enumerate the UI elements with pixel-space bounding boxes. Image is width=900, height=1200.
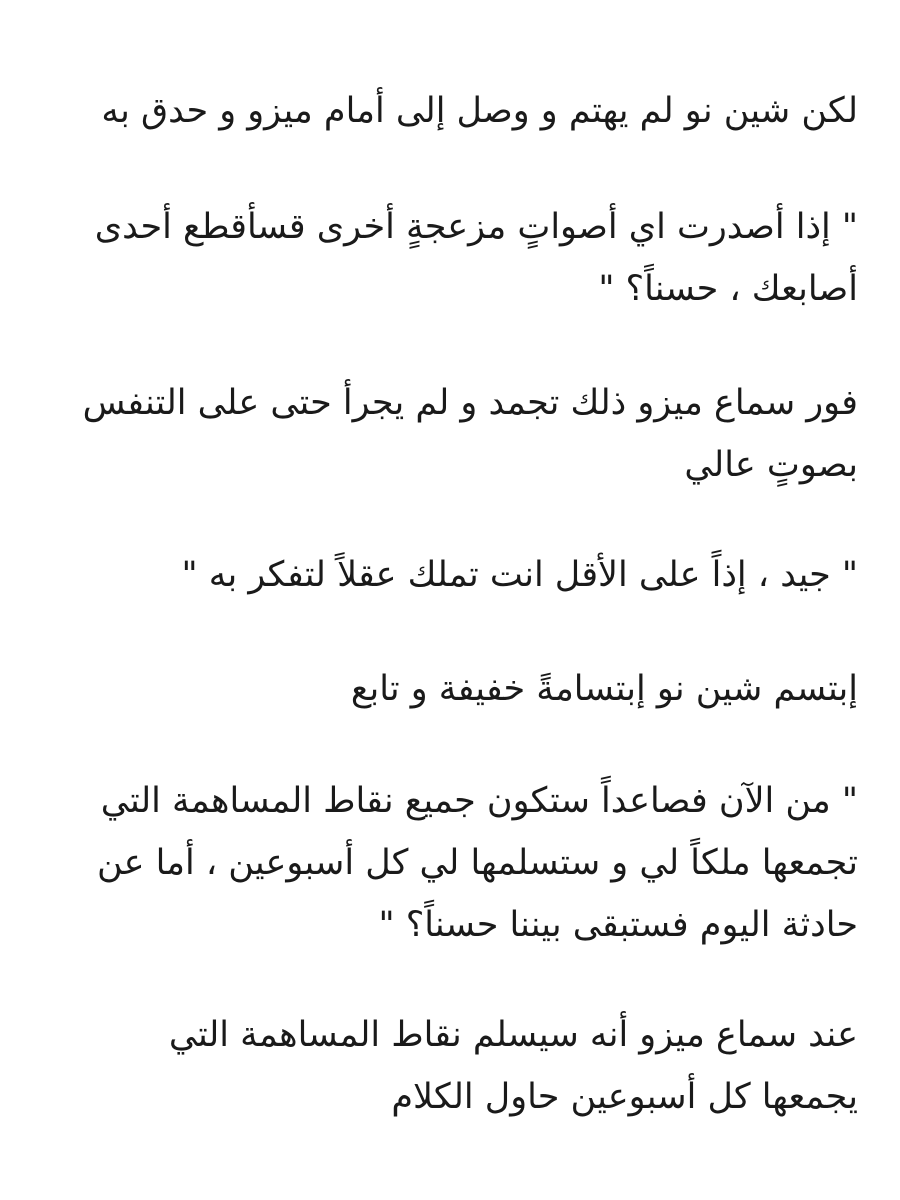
text-line: تجمعها ملكاً لي و ستسلمها لي كل أسبوعين ، أما عن [96,843,858,883]
text-line: " إذا أصدرت اي أصواتٍ مزعجةٍ أخرى قسأقطع أحدى [94,207,858,247]
text-line: أصابعك ، حسناً؟ " [598,269,858,309]
paragraph-6 [28,770,858,956]
paragraph-3 [28,372,858,496]
paragraph-2 [28,196,858,320]
text-line: لكن شين نو لم يهتم و وصل إلى أمام ميزو و حدق به [101,91,858,131]
text-line: " من الآن فصاعداً ستكون جميع نقاط المساهمة التي [100,781,858,821]
text-line: حادثة اليوم فستبقى بيننا حسناً؟ " [378,905,858,945]
paragraph-4 [28,544,858,606]
paragraph-5 [28,658,858,720]
text-line: عند سماع ميزو أنه سيسلم نقاط المساهمة التي [168,1015,858,1055]
text-line: إبتسم شين نو إبتسامةً خفيفة و تابع [350,669,858,709]
text-line: بصوتٍ عالي [684,445,858,485]
paragraph-7 [28,1004,858,1128]
paragraph-1 [28,80,858,142]
text-line: فور سماع ميزو ذلك تجمد و لم يجرأ حتى على التنفس [82,383,858,423]
text-line: " جيد ، إذاً على الأقل انت تملك عقلاً لتفكر به " [181,555,858,595]
text-line: يجمعها كل أسبوعين حاول الكلام [391,1077,858,1117]
